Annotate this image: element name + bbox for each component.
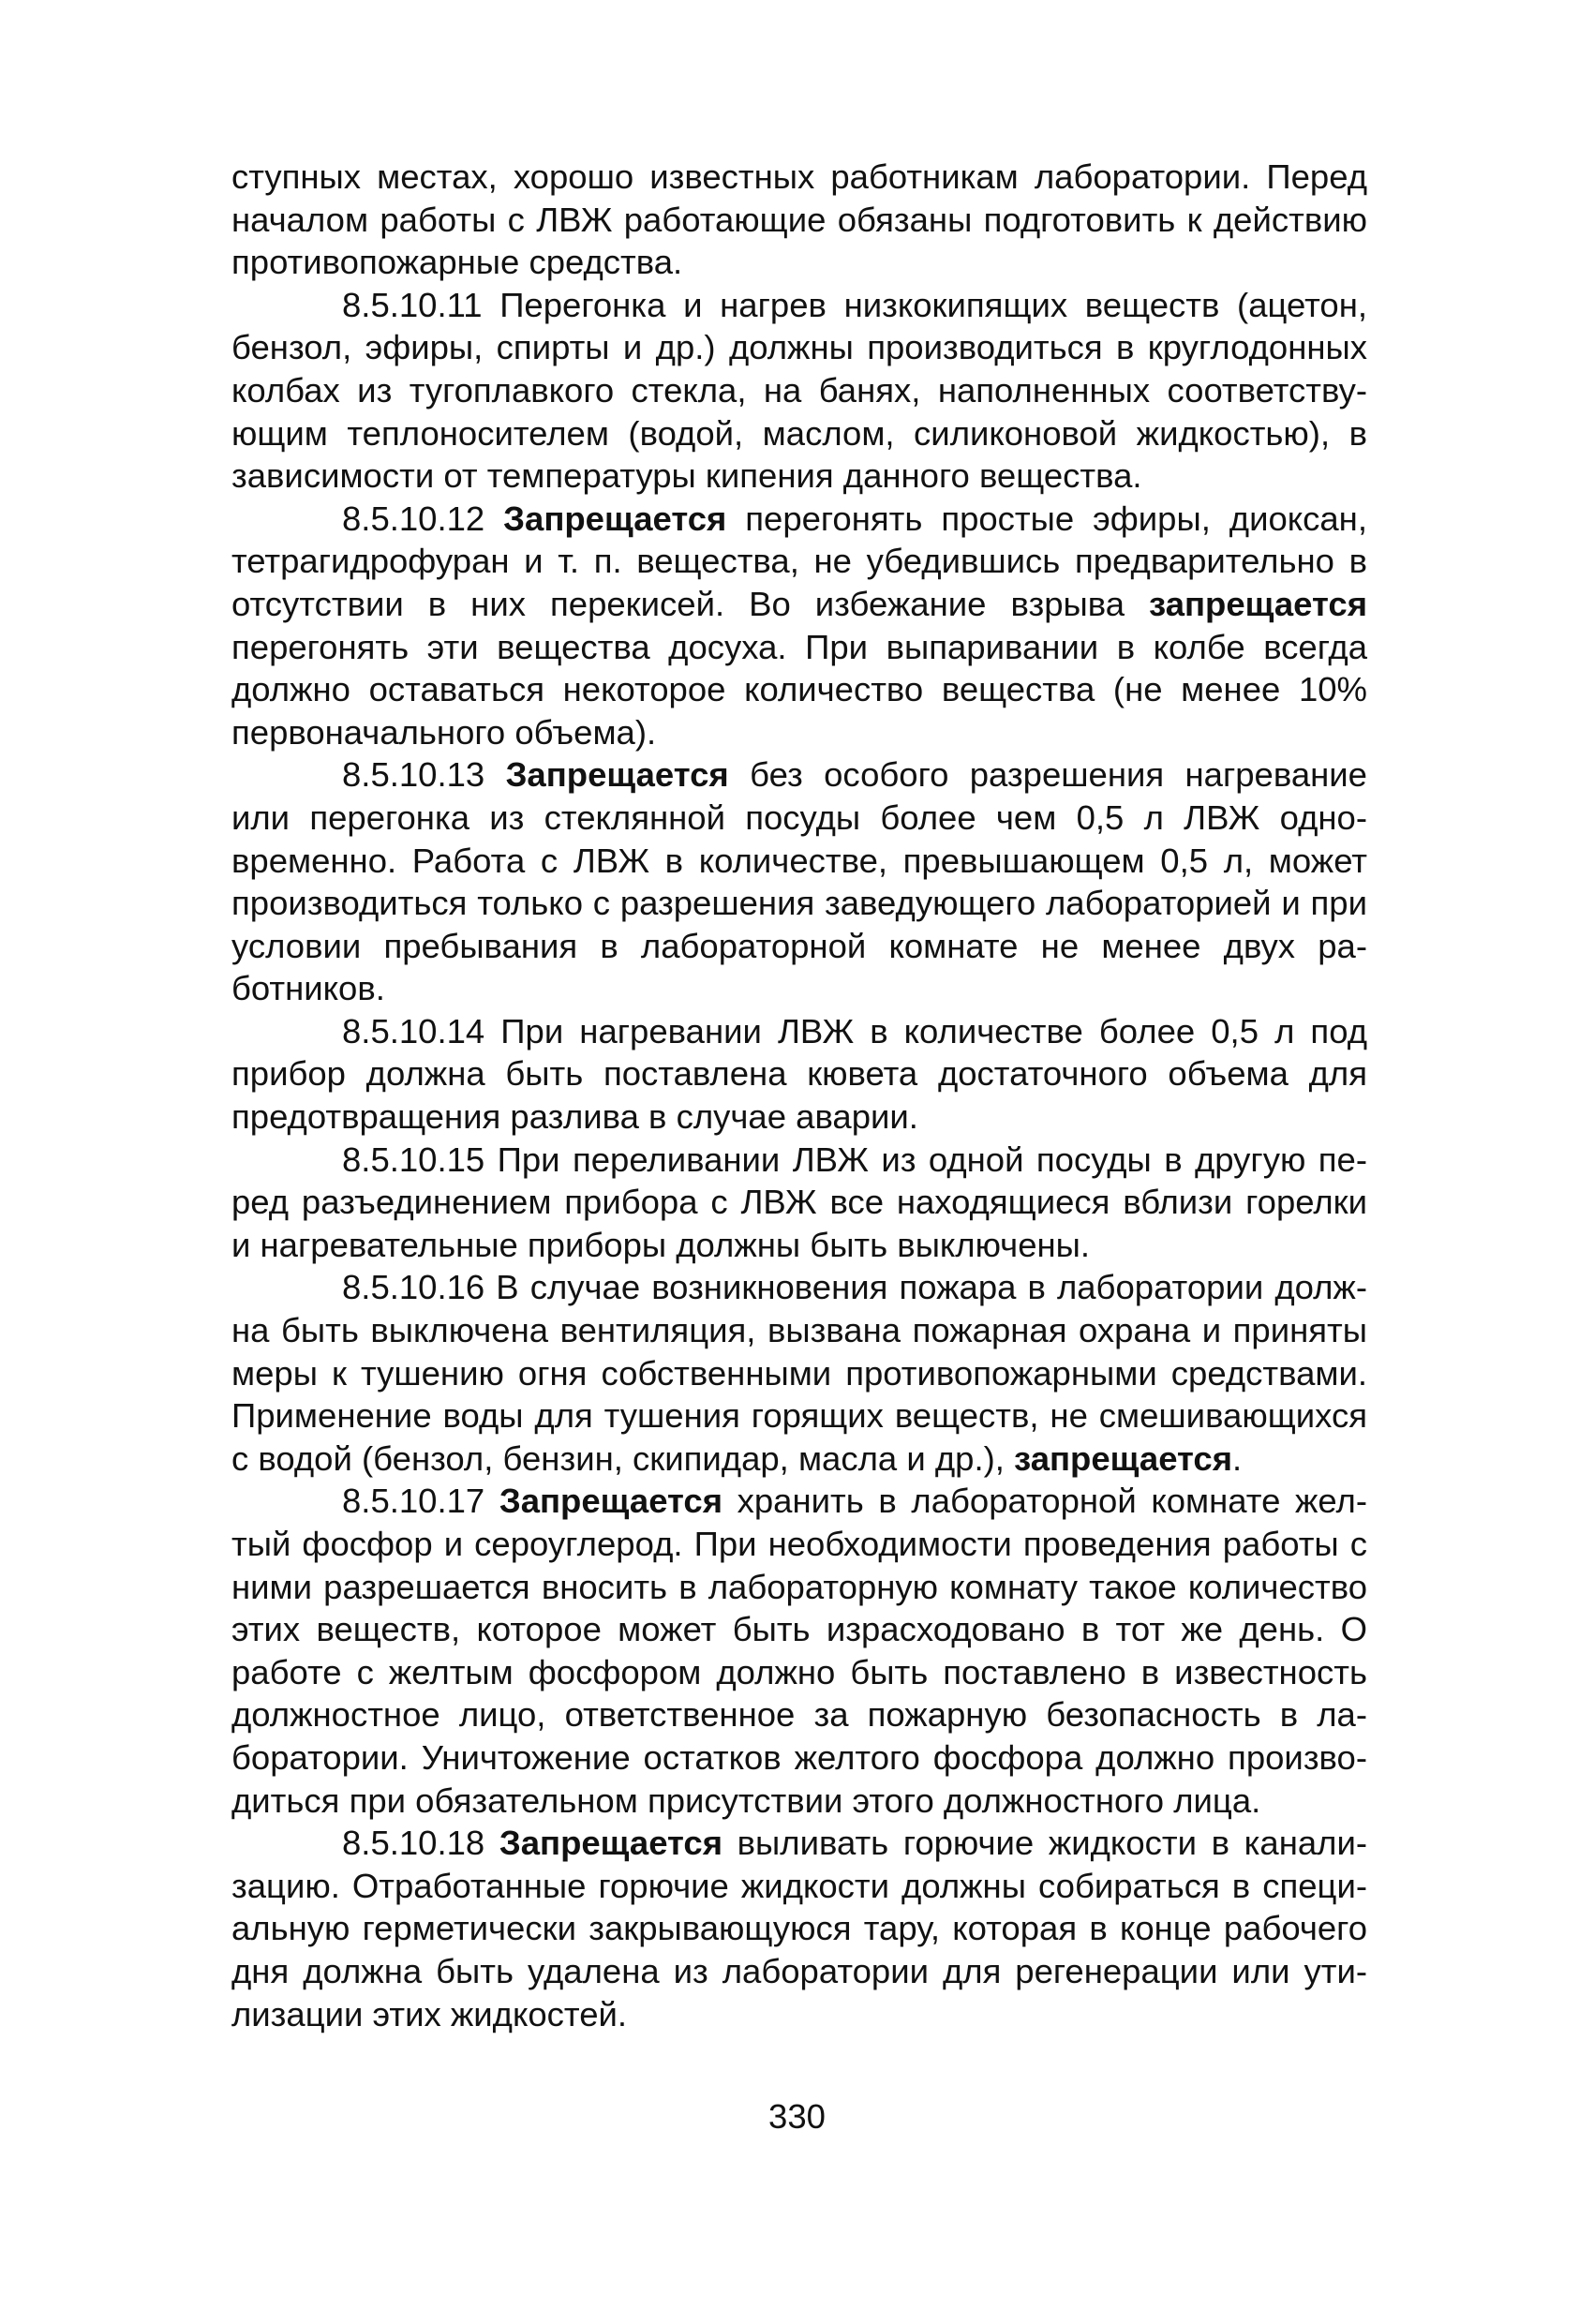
text-segment: 8.5.10.17	[342, 1482, 499, 1521]
text-segment: 8.5.10.18	[342, 1824, 499, 1863]
bold-warning: Запрещается	[503, 499, 727, 538]
text-segment: 8.5.10.13	[342, 755, 506, 795]
paragraph-8-5-10-15	[231, 1139, 1367, 1267]
text-segment: выливать горючие жидкости в канализацию. Отработанные горючие жидкости должны собираться в специальную герметически закрывающуюся тару, которая в конце рабочего дня должна быть удалена из лаборатории для регенерации или утилизации этих жидкостей.	[231, 1824, 1367, 2034]
text-segment: ступных местах, хорошо известных работникам лаборатории. Перед началом работы с ЛВЖ работающие обязаны подготовить к действию противопожарные средства.	[231, 157, 1367, 282]
text-segment: хранить в лабораторной комнате желтый фосфор и сероуглерод. При необходимости проведения работы с ними разрешается вносить в лабораторную комнату такое количество этих веществ, которое может быть израсходовано в тот же день. О работе с желтым фосфором должно быть поставлено в известность должностное лицо, ответственное за пожарную безопасность в лаборатории. Уничтожение остатков желтого фосфора должно производиться при обязательном присутствии этого должностного лица.	[231, 1482, 1367, 1820]
text-segment: 8.5.10.16 В случае возникновения пожара в лаборатории должна быть выключена вентиляция, вызвана пожарная охрана и приняты меры к тушению огня собственными противопожарными средствами. Применение воды для тушения горящих веществ, не смешивающихся с водой (бензол, бензин, скипидар, масла и др.),	[231, 1268, 1367, 1478]
text-segment: 8.5.10.12	[342, 499, 504, 538]
paragraph-continuation	[231, 156, 1367, 284]
text-segment: 8.5.10.14 При нагревании ЛВЖ в количестве более 0,5 л под прибор должна быть поставлена кювета достаточного объема для предотвращения разлива в случае аварии.	[231, 1011, 1367, 1137]
page-number: 330	[768, 2097, 826, 2136]
bold-warning: запрещается	[1014, 1438, 1233, 1478]
paragraph-8-5-10-13	[231, 753, 1367, 1010]
bold-warning: Запрещается	[505, 755, 729, 795]
bold-warning: Запрещается	[499, 1482, 723, 1521]
text-segment: .	[1232, 1438, 1243, 1478]
paragraph-8-5-10-18	[231, 1822, 1367, 2035]
paragraph-8-5-10-11	[231, 284, 1367, 498]
paragraph-8-5-10-12	[231, 498, 1367, 754]
text-segment: 8.5.10.15 При переливании ЛВЖ из одной посуды в другую перед разъединением прибора с ЛВЖ все находящиеся вблизи горелки и нагревательные приборы должны быть выключены.	[231, 1140, 1367, 1264]
text-segment: 8.5.10.11 Перегонка и нагрев низкокипящих веществ (ацетон, бензол, эфиры, спирты и др.) должны производиться в круглодонных колбах из тугоплавкого стекла, на банях, наполненных соответствующим теплоносителем (водой, маслом, силиконовой жидкостью), в зависимости от температуры кипения данного вещества.	[231, 285, 1367, 496]
text-segment: перегонять простые эфиры, диоксан, тетрагидрофуран и т. п. вещества, не убедившись предварительно в отсутствии в них перекисей. Во избежание взрыва	[231, 499, 1367, 623]
page-body	[231, 156, 1367, 2035]
paragraph-8-5-10-16	[231, 1266, 1367, 1480]
text-segment: перегонять эти вещества досуха. При выпаривании в колбе всегда должно оставаться некоторое количество вещества (не менее 10% первоначального объема).	[231, 627, 1367, 752]
text-segment: без особого разрешения нагревание или перегонка из стеклянной посуды более чем 0,5 л ЛВЖ одновременно. Работа с ЛВЖ в количестве, превышающем 0,5 л, может производиться только с разрешения заведующего лабораторией и при условии пребывания в лабораторной комнате не менее двух работников.	[231, 755, 1367, 1008]
paragraph-8-5-10-17	[231, 1480, 1367, 1822]
paragraph-8-5-10-14	[231, 1010, 1367, 1139]
bold-warning: запрещается	[1149, 584, 1367, 623]
bold-warning: Запрещается	[499, 1824, 723, 1863]
